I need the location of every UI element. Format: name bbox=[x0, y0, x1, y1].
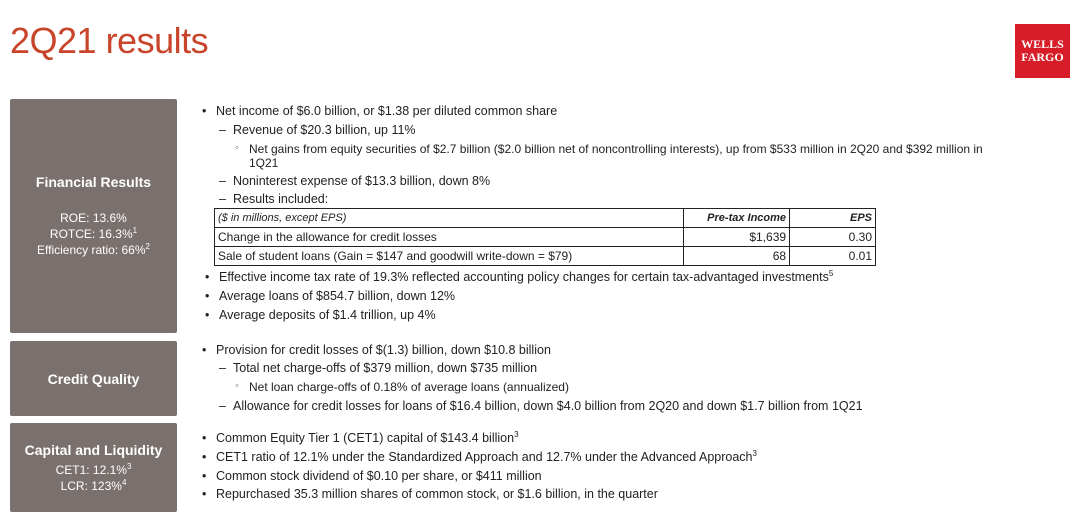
footnote-marker: 5 bbox=[828, 268, 834, 278]
table-header-eps: EPS bbox=[790, 209, 876, 228]
net-income-bullet: • Net income of $6.0 billion, or $1.38 per diluted common share bbox=[216, 104, 557, 118]
average-deposits-bullet: • Average deposits of $1.4 trillion, up 4% bbox=[219, 308, 436, 322]
table-cell-label: Sale of student loans (Gain = $147 and goodwill write-down = $79) bbox=[215, 247, 684, 266]
repurchase-bullet: • Repurchased 35.3 million shares of common stock, or $1.6 billion, in the quarter bbox=[216, 487, 658, 501]
noninterest-expense-bullet: – Noninterest expense of $13.3 billion, down 8% bbox=[233, 174, 490, 188]
roe-metric: ROE: 13.6% bbox=[60, 211, 127, 225]
allowance-bullet: – Allowance for credit losses for loans of $16.4 billion, down $4.0 billion from 2Q20 and down $1.7 billion from 1Q21 bbox=[233, 399, 863, 413]
footnote-marker: 1 bbox=[132, 226, 138, 235]
table-cell-eps: 0.30 bbox=[790, 228, 876, 247]
table-header-row bbox=[215, 209, 876, 228]
dividend-bullet: • Common stock dividend of $0.10 per share, or $411 million bbox=[216, 469, 542, 483]
footnote-marker: 3 bbox=[752, 448, 757, 458]
table-cell-label: Change in the allowance for credit losses bbox=[215, 228, 684, 247]
loan-charge-offs-bullet: ◦ Net loan charge-offs of 0.18% of average loans (annualized) bbox=[249, 380, 569, 394]
revenue-bullet: – Revenue of $20.3 billion, up 11% bbox=[233, 123, 416, 137]
credit-quality-heading: Credit Quality bbox=[47, 370, 140, 387]
logo-line-1: WELLS bbox=[1021, 37, 1064, 51]
rotce-metric: ROTCE: 16.3%$^1$ bbox=[49, 226, 138, 241]
table-header-label: ($ in millions, except EPS) bbox=[215, 209, 684, 228]
table-cell-eps: 0.01 bbox=[790, 247, 876, 266]
provision-bullet: • Provision for credit losses of $(1.3) billion, down $10.8 billion bbox=[216, 343, 551, 357]
net-charge-offs-bullet: – Total net charge-offs of $379 million, down $735 million bbox=[233, 361, 537, 375]
equity-gains-bullet: ◦ Net gains from equity securities of $2.7 billion ($2.0 billion net of noncontrolling interests), up from $533 million in 2Q20 and $392 million in 1Q21 bbox=[249, 142, 1039, 170]
table-header-pretax: Pre-tax Income bbox=[684, 209, 790, 228]
tax-rate-bullet: • Effective income tax rate of 19.3% reflected accounting policy changes for certain tax-advantaged investments$^5$ bbox=[219, 270, 833, 284]
logo-line-2: FARGO bbox=[1021, 50, 1064, 64]
wells-fargo-logo bbox=[1015, 24, 1070, 78]
footnote-marker: 3 bbox=[514, 429, 519, 439]
table-row bbox=[215, 247, 876, 266]
cet1-metric: CET1: 12.1%$^3$ bbox=[55, 461, 132, 477]
average-loans-bullet: • Average loans of $854.7 billion, down 12% bbox=[219, 289, 455, 303]
capital-liquidity-heading: Capital and Liquidity bbox=[24, 441, 163, 458]
financial-results-heading: Financial Results bbox=[35, 174, 152, 190]
cet1-capital-bullet: • Common Equity Tier 1 (CET1) capital of $143.4 billion$^3$ bbox=[216, 431, 519, 445]
table-cell-pretax: 68 bbox=[684, 247, 790, 266]
cet1-ratio-bullet: • CET1 ratio of 12.1% under the Standardized Approach and 12.7% under the Advanced Approach$^3$ bbox=[216, 450, 757, 464]
results-table bbox=[214, 208, 876, 266]
capital-liquidity-panel bbox=[10, 423, 177, 512]
lcr-metric: LCR: 123%$^4$ bbox=[60, 477, 127, 493]
financial-results-panel bbox=[10, 99, 177, 333]
table-cell-pretax: $1,639 bbox=[684, 228, 790, 247]
credit-quality-panel bbox=[10, 341, 177, 416]
results-included-bullet: – Results included: bbox=[233, 192, 328, 206]
footnote-marker: 2 bbox=[145, 242, 150, 251]
table-row bbox=[215, 228, 876, 247]
footnote-marker: 3 bbox=[126, 461, 132, 471]
efficiency-ratio-metric: Efficiency ratio: 66%$^2$ bbox=[37, 242, 150, 257]
page-title: 2Q21 results bbox=[10, 20, 209, 61]
footnote-marker: 4 bbox=[121, 477, 127, 487]
